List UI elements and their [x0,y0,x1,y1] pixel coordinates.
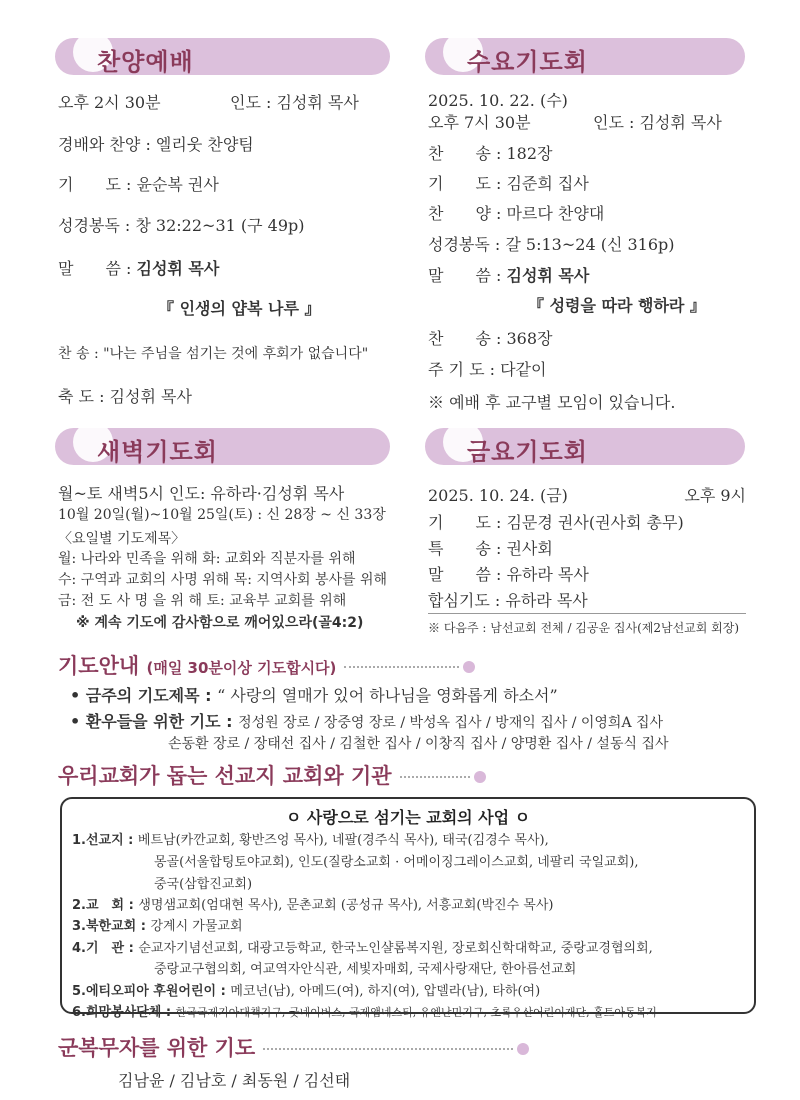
worship-row: 성경봉독 : 창 32:22~31 (구 49p) [58,216,305,235]
dawn-line: 10월 20일(월)~10월 25일(토) : 신 28장 ~ 신 33장 [58,507,386,523]
military-title: 군복무자를 위한 기도 [58,1036,256,1060]
wednesday-row: 주 기 도 : 다같이 [428,360,547,379]
mission-item [72,829,549,848]
mission-text: 강계시 가물교회 [150,919,243,934]
friday-row: 특 송 : 권사회 [428,539,553,558]
mission-text: 몽골(서울합팅토야교회), 인도(질랑소교회 · 어메이징그레이스교회, 네팔리 국일교회), [154,855,639,870]
missions-title: 우리교회가 돕는 선교지 교회와 기관 [58,764,392,788]
mission-item [72,937,653,956]
prayer-heading [58,650,475,680]
worship-hymn: 찬 송 : "나는 주님을 섬기는 것에 후회가 없습니다" [58,346,369,362]
sermon-label: 말 씀 : [428,266,507,285]
wednesday-time: 오후 7시 30분 [428,113,531,132]
mission-label: 3.북한교회 : [72,919,151,934]
mission-text: 순교자기념선교회, 대광고등학교, 한국노인샬롬복지원, 장로회신학대학교, 중랑교경협의회, [138,941,653,956]
mission-item [72,980,540,999]
worship-row: 기 도 : 윤순복 권사 [58,175,219,194]
sick-names: 정성원 장로 / 장중영 장로 / 박성옥 집사 / 방재익 집사 / 이영희A 집사 [238,715,664,731]
mission-label: 6.희망봉사단체 : [72,1005,176,1020]
sick-names: 손동환 장로 / 장태선 집사 / 김철한 집사 / 이창직 집사 / 양명환 집사 / 설동식 집사 [168,736,669,752]
weekly-text: “ 사랑의 열매가 있어 하나님을 영화롭게 하소서” [217,686,558,705]
wednesday-notice: ※ 예배 후 교구별 모임이 있습니다. [428,393,676,412]
mission-label: 5.에티오피아 후원어린이 : [72,984,231,999]
worship-header [55,38,390,75]
wednesday-header [425,38,745,75]
mission-item [72,1001,657,1020]
mission-item [154,958,576,977]
dot-icon [517,1043,529,1055]
worship-row: 경배와 찬양 : 엘리웃 찬양팀 [58,135,254,154]
dawn-subtitle: 〈요일별 기도제목〉 [58,531,186,547]
mission-item [154,873,252,892]
mission-text: 중국(삼합진교회) [154,877,253,892]
dawn-topic: 월: 나라와 민족을 위해 화: 교회와 직분자를 위해 [58,551,356,567]
wednesday-row: 찬 송 : 368장 [428,329,553,348]
dawn-topic: 금: 전 도 사 명 을 위 해 토: 교육부 교회를 위해 [58,593,347,609]
military-names: 김남윤 / 김남호 / 최동원 / 김선태 [118,1071,351,1090]
missions-box-title: ㅇ 사랑으로 섬기는 교회의 사업 ㅇ [285,808,531,827]
sermon-title: 『 성령을 따라 행하라 』 [528,296,706,315]
sermon-title: 『 인생의 얍복 나루 』 [158,299,321,318]
mission-text: 베트남(카깐교회, 황반즈엉 목사), 네팔(경주식 목사), 태국(김경수 목사), [137,833,549,848]
worship-title: 찬양예배 [97,48,194,76]
friday-row: 합심기도 : 유하라 목사 [428,591,588,610]
mission-text: 생명샘교회(엄대현 목사), 문촌교회 (공성규 목사), 서흥교회(박진수 목사) [138,898,554,913]
dot-icon [463,661,475,673]
prayer-title: 기도안내 [58,654,140,678]
mission-text: 메코넌(남), 아메드(여), 하지(여), 압델라(남), 타하(여) [230,984,541,999]
dawn-verse: ※ 계속 기도에 감사함으로 깨어있으라(골4:2) [76,615,364,631]
dawn-topic: 수: 구역과 교회의 사명 위해 목: 지역사회 봉사를 위해 [58,572,388,588]
mission-text: 한국국제기아대책기구, 굿네이버스, 국제앰네스티, 유엔난민기구, 초록우산어린이재단, 홀트아동복지 [175,1006,657,1019]
friday-next: ※ 다음주 : 남선교회 전체 / 김공운 집사(제2남선교회 회장) [428,621,740,635]
divider [428,613,746,614]
friday-row: 기 도 : 김문경 권사(권사회 총무) [428,513,684,532]
dot-icon [474,771,486,783]
worship-benediction: 축 도 : 김성휘 목사 [58,387,192,406]
friday-date: 2025. 10. 24. (금) [428,486,568,505]
dawn-line: 월~토 새벽5시 인도: 유하라·김성휘 목사 [58,484,345,503]
prayer-subtitle: (매일 30분이상 기도합시다) [146,659,337,677]
mission-text: 중랑교구협의회, 여교역자안식관, 세빛자매회, 국제사랑재단, 한아름선교회 [154,962,577,977]
friday-row: 말 씀 : 유하라 목사 [428,565,589,584]
sick-label: • 환우들을 위한 기도 : [70,712,239,731]
wednesday-row: 성경봉독 : 갈 5:13~24 (신 316p) [428,235,675,254]
friday-header [425,428,745,465]
sermon-label: 말 씀 : [58,259,137,278]
wednesday-row: 찬 양 : 마르다 찬양대 [428,204,605,223]
mission-item [72,894,553,913]
sermon-speaker: 김성휘 목사 [136,259,220,278]
mission-item [154,851,638,870]
friday-time: 오후 9시 [684,486,746,505]
military-heading [58,1032,529,1062]
missions-box [60,797,756,1020]
mission-label: 2.교 회 : [72,898,139,913]
wednesday-row: 찬 송 : 182장 [428,144,553,163]
worship-leader: 인도 : 김성휘 목사 [230,93,359,112]
weekly-label: • 금주의 기도제목 : [70,686,218,705]
dawn-title: 새벽기도회 [97,438,218,466]
missions-heading [58,760,486,790]
sermon-speaker: 김성휘 목사 [506,266,590,285]
mission-label: 4.기 관 : [72,941,139,956]
dawn-header [55,428,390,465]
wednesday-row: 기 도 : 김준희 집사 [428,174,589,193]
mission-label: 1.선교지 : [72,833,138,848]
worship-time: 오후 2시 30분 [58,93,161,112]
wednesday-date: 2025. 10. 22. (수) [428,91,568,110]
friday-title: 금요기도회 [467,438,588,466]
wednesday-leader: 인도 : 김성휘 목사 [593,113,722,132]
mission-item [72,915,243,934]
wednesday-title: 수요기도회 [467,48,588,76]
